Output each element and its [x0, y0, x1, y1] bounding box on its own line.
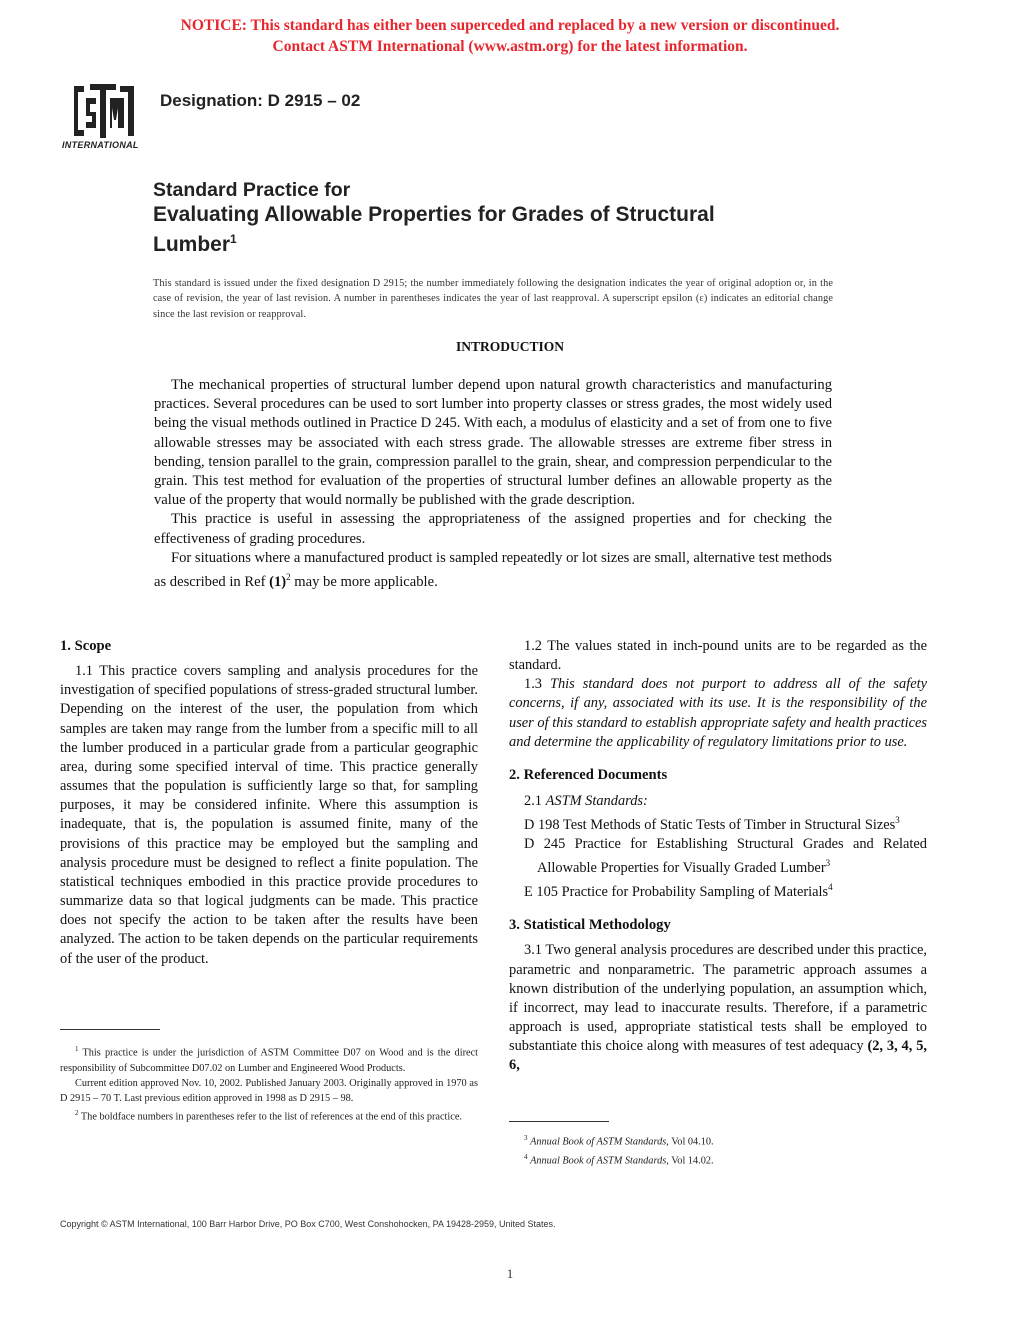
left-column: [60, 637, 478, 969]
scope-heading: 1. Scope: [60, 638, 112, 654]
astm-logo: [60, 78, 150, 154]
footnote-rule-left: [60, 1029, 160, 1030]
intro-paragraph-3: For situations where a manufactured product is sampled repeatedly or lot sizes are small, alternative test methods as described in Ref $(1)^2$ may be more applicable.: [154, 549, 832, 590]
notice-line-2: Contact ASTM International (www.astm.org) for the latest information.: [272, 38, 748, 55]
reference-d198: D 198 Test Methods of Static Tests of Timber in Structural Sizes$^3$: [524, 815, 900, 834]
footnote-3: $^3$ Annual Book of ASTM Standards, Vol 04.10.: [524, 1134, 714, 1148]
referenced-documents-heading: 2. Referenced Documents: [509, 766, 668, 783]
intro-paragraph-2: This practice is useful in assessing the appropriateness of the assigned properties and for checking the effectiveness of grading procedures.: [154, 511, 832, 547]
right-column: [509, 637, 927, 1076]
title-line-1: Standard Practice for: [153, 179, 351, 201]
copyright: Copyright © ASTM International, 100 Barr Harbor Drive, PO Box C700, West Conshohocken, PA 19428-2959, United States.: [60, 1219, 556, 1229]
title-line-2: Evaluating Allowable Properties for Grades of Structural: [153, 203, 715, 226]
scope-1-1: 1.1 This practice covers sampling and analysis procedures for the investigation of specified populations of stress-graded structural lumber. Depending on the interest of the user, the population from which samples are taken may range from the lumber from a specific mill to all the lumber produced in a particular grade from a particular geographic area, during some specified interval of time. This practice generally assumes that the population is sufficiently large so that, for sampling purposes, it may be considered infinite. Where this assumption is inadequate, that is, the population is assumed finite, many of the provisions of this practice may be employed but the sampling and analysis procedure must be designed to reflect a finite population. The statistical techniques embodied in this practice provide procedures to summarize data so that logical judgments can be made. This practice does not specify the action to be taken after the results have been analyzed. The action to be taken depends on the particular requirements of the user of the product.: [60, 663, 478, 967]
footnote-rule-right: [509, 1121, 609, 1122]
footnote-1: $^1$ This practice is under the jurisdiction of ASTM Committee D07 on Wood and is the direct responsibility of Subcommittee D07.02 on Lumber and Engineered Wood Products.: [60, 1045, 478, 1074]
title-footnote-mark: 1: [230, 232, 237, 246]
reference-d245: D 245 Practice for Establishing Structural Grades and Related Allowable Properties for Visually Graded Lumber$^3$: [524, 836, 927, 877]
referenced-2-1: 2.1 ASTM Standards:: [524, 793, 648, 810]
title-line-3: Lumber$^1$: [153, 232, 237, 256]
footnote-4: $^4$ Annual Book of ASTM Standards, Vol 14.02.: [524, 1152, 714, 1167]
footnote-2: $^2$ The boldface numbers in parentheses refer to the list of references at the end of this practice.: [75, 1109, 462, 1123]
issued-note: This standard is issued under the fixed designation D 2915; the number immediately following the designation indicates the year of original adoption or, in the case of revision, the year of last revision. A number in parentheses indicates the year of last reapproval. A superscript epsilon (ε) indicates an editorial change since the last revision or reapproval.: [153, 278, 833, 320]
footnote-1-edition: Current edition approved Nov. 10, 2002. Published January 2003. Originally approved in 1970 as D 2915 – 70 T. Last previous edition approved in 1998 as D 2915 – 98.: [60, 1077, 478, 1105]
notice-line-1: NOTICE: This standard has either been superceded and replaced by a new version or discontinued.: [180, 17, 840, 34]
introduction-body: [154, 376, 832, 592]
introduction-heading: INTRODUCTION: [455, 339, 564, 354]
statistical-3-1: 3.1 Two general analysis procedures are described under this practice, parametric and nonparametric. The parametric approach assumes a known distribution of the underlying population, an assumption which, if incorrect, may lead to inaccurate results. Therefore, if a parametric approach is used, appropriate statistical tests shall be employed to substantiate this choice along with measures of test adequacy (2, 3, 4, 5, 6,: [509, 942, 927, 1074]
reference-e105: E 105 Practice for Probability Sampling of Materials$^4$: [524, 882, 833, 901]
statistical-methodology-heading: 3. Statistical Methodology: [509, 917, 671, 934]
footnotes-right: [509, 1131, 927, 1168]
document-title: [153, 178, 873, 257]
scope-1-2: 1.2 The values stated in inch-pound units are to be regarded as the standard.: [509, 638, 927, 674]
footnotes-left: [60, 1042, 478, 1125]
scope-1-3: 1.3 This standard does not purport to address all of the safety concerns, if any, associated with its use. It is the responsibility of the user of this standard to establish appropriate safety and health practices and determine the applicability of regulatory limitations prior to use.: [509, 676, 927, 750]
designation: Designation: D 2915 – 02: [160, 91, 361, 110]
intro-paragraph-1: The mechanical properties of structural lumber depend upon natural growth characteristics and manufacturing practices. Several procedures can be used to sort lumber into property classes or stress grades, the most widely used being the visual methods outlined in Practice D 245. With each, a modulus of elasticity and a set of from one to five allowable stresses may be associated with each stress grade. The allowable stresses are extreme fiber stress in bending, tension parallel to the grain, compression parallel to the grain, shear, and compression perpendicular to the grain. This test method for evaluation of the properties of structural lumber defines an allowable property as the value of the property that would normally be published with the grade description.: [154, 377, 832, 509]
logo-text: INTERNATIONAL: [62, 140, 139, 150]
page-number: 1: [506, 1266, 514, 1281]
